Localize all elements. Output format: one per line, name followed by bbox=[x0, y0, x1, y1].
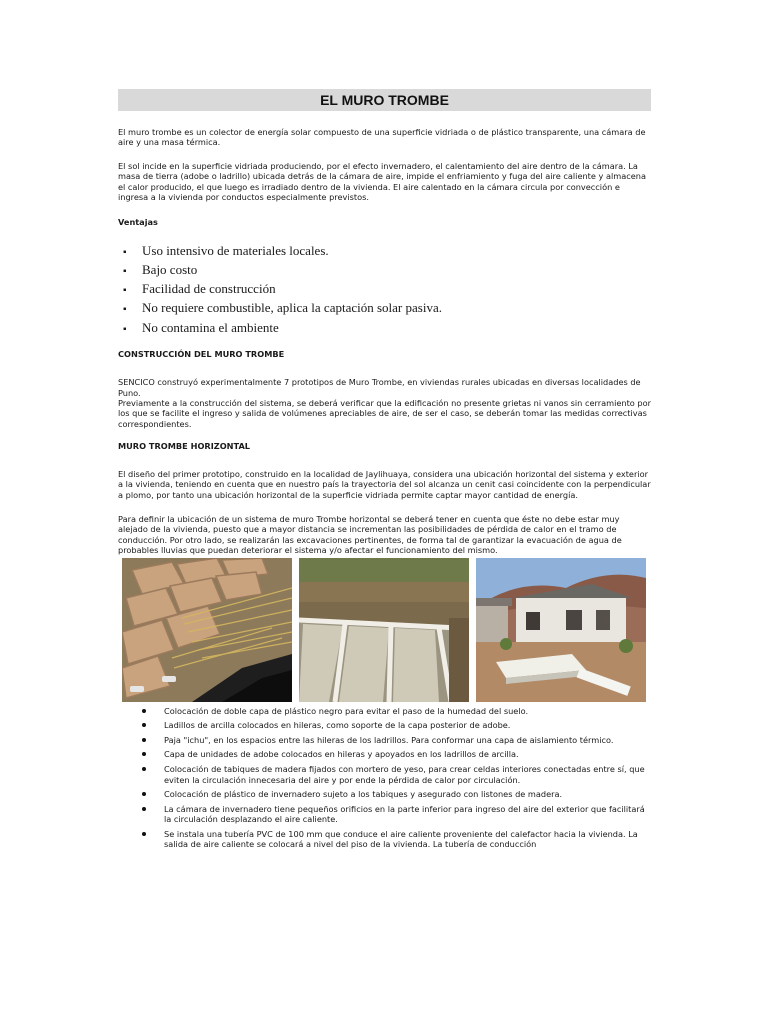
step-item: Colocación de tabiques de madera fijados con mortero de yeso, para crear celdas interiores conectadas entre sí, que eviten la circulación innecesaria del aire y por ende la pérdida de calor por circulación. bbox=[118, 764, 651, 785]
step-item: La cámara de invernadero tiene pequeños orificios en la parte inferior para ingreso del aire del exterior que facilitará la circulación desplazando el aire caliente. bbox=[118, 804, 651, 825]
step-item: Capa de unidades de adobe colocados en hileras y apoyados en los ladrillos de arcilla. bbox=[118, 749, 651, 760]
step-item: Paja "ichu", en los espacios entre las hileras de los ladrillos. Para conformar una capa de aislamiento térmico. bbox=[118, 735, 651, 746]
construction-heading: CONSTRUCCIÓN DEL MURO TROMBE bbox=[118, 348, 285, 359]
step-item: Ladillos de arcilla colocados en hileras, como soporte de la capa posterior de adobe. bbox=[118, 720, 651, 731]
advantage-item: ▪ No contamina el ambiente bbox=[123, 319, 651, 338]
advantage-item: ▪ Uso intensivo de materiales locales. bbox=[123, 242, 651, 261]
plastic-panels-photo bbox=[299, 558, 469, 702]
construction-paragraph-2: Previamente a la construcción del sistema, se deberá verificar que la edificación no presente grietas ni vanos sin cerramiento por los que se facilite el ingreso y salida de volúmenes apreciables de aire, de ser el caso, se deberán tomar las medidas correctivas correspondientes. bbox=[118, 398, 651, 429]
step-item: Colocación de plástico de invernadero sujeto a los tabiques y asegurado con listones de madera. bbox=[118, 789, 651, 800]
horizontal-paragraph-2: Para definir la ubicación de un sistema de muro Trombe horizontal se deberá tener en cuenta que éste no debe estar muy alejado de la vivienda, puesto que a mayor distancia se incrementan las posibilidades de pérdida de calor en el tramo de conducción. Por otro lado, se realizarán las excavaciones pertinentes, de forma tal de garantizar la evacuación de agua de probables lluvias que puedan deteriorar el sistema y/o afectar el funcionamiento del mismo. bbox=[118, 513, 622, 556]
advantages-heading: Ventajas bbox=[118, 217, 158, 228]
construction-steps-list bbox=[118, 706, 651, 851]
house-photo bbox=[476, 558, 646, 702]
construction-paragraph-1: SENCICO construyó experimentalmente 7 prototipos de Muro Trombe, en viviendas rurales ubicadas en diversas localidades de Puno. bbox=[118, 377, 641, 398]
intro-paragraph: El muro trombe es un colector de energía solar compuesto de una superficie vidriada o de plástico transparente, una cámara de aire y una masa térmica. bbox=[118, 127, 646, 148]
adobe-bricks-photo bbox=[122, 558, 292, 702]
advantage-item: ▪ Facilidad de construcción bbox=[123, 280, 651, 299]
advantage-item: ▪ No requiere combustible, aplica la captación solar pasiva. bbox=[123, 299, 651, 318]
step-item: Colocación de doble capa de plástico negro para evitar el paso de la humedad del suelo. bbox=[118, 706, 651, 717]
horizontal-paragraph-1: El diseño del primer prototipo, construido en la localidad de Jaylihuaya, considera una ubicación horizontal del sistema y exterior a la vivienda, teniendo en cuenta que en nuestro país la trayectoria del sol alcanza un cenit casi coincidente con la perpendicular a plomo, por tanto una ubicación horizontal de la superficie vidriada permite captar mayor cantidad de energía. bbox=[118, 468, 651, 500]
horizontal-heading: MURO TROMBE HORIZONTAL bbox=[118, 441, 251, 452]
advantage-item: ▪ Bajo costo bbox=[123, 261, 651, 280]
description-paragraph: El sol incide en la superficie vidriada produciendo, por el efecto invernadero, el calentamiento del aire dentro de la cámara. La masa de tierra (adobe o ladrillo) ubicada detrás de la cámara de aire, impide el enfriamiento y fuga del aire caliente y almacena el calor producido, el que luego es irradiado dentro de la vivienda. El aire calentado en la cámara circula por convección e ingresa a la vivienda por conductos especialmente previstos. bbox=[118, 160, 647, 203]
document-page bbox=[118, 89, 651, 854]
document-title: EL MURO TROMBE bbox=[118, 89, 651, 111]
advantages-list bbox=[118, 242, 651, 338]
photo-strip bbox=[118, 558, 651, 702]
step-item: Se instala una tubería PVC de 100 mm que conduce el aire caliente proveniente del calefactor hacia la vivienda. La salida de aire caliente se colocará a nivel del piso de la vivienda. La tubería de conducción bbox=[118, 829, 651, 850]
